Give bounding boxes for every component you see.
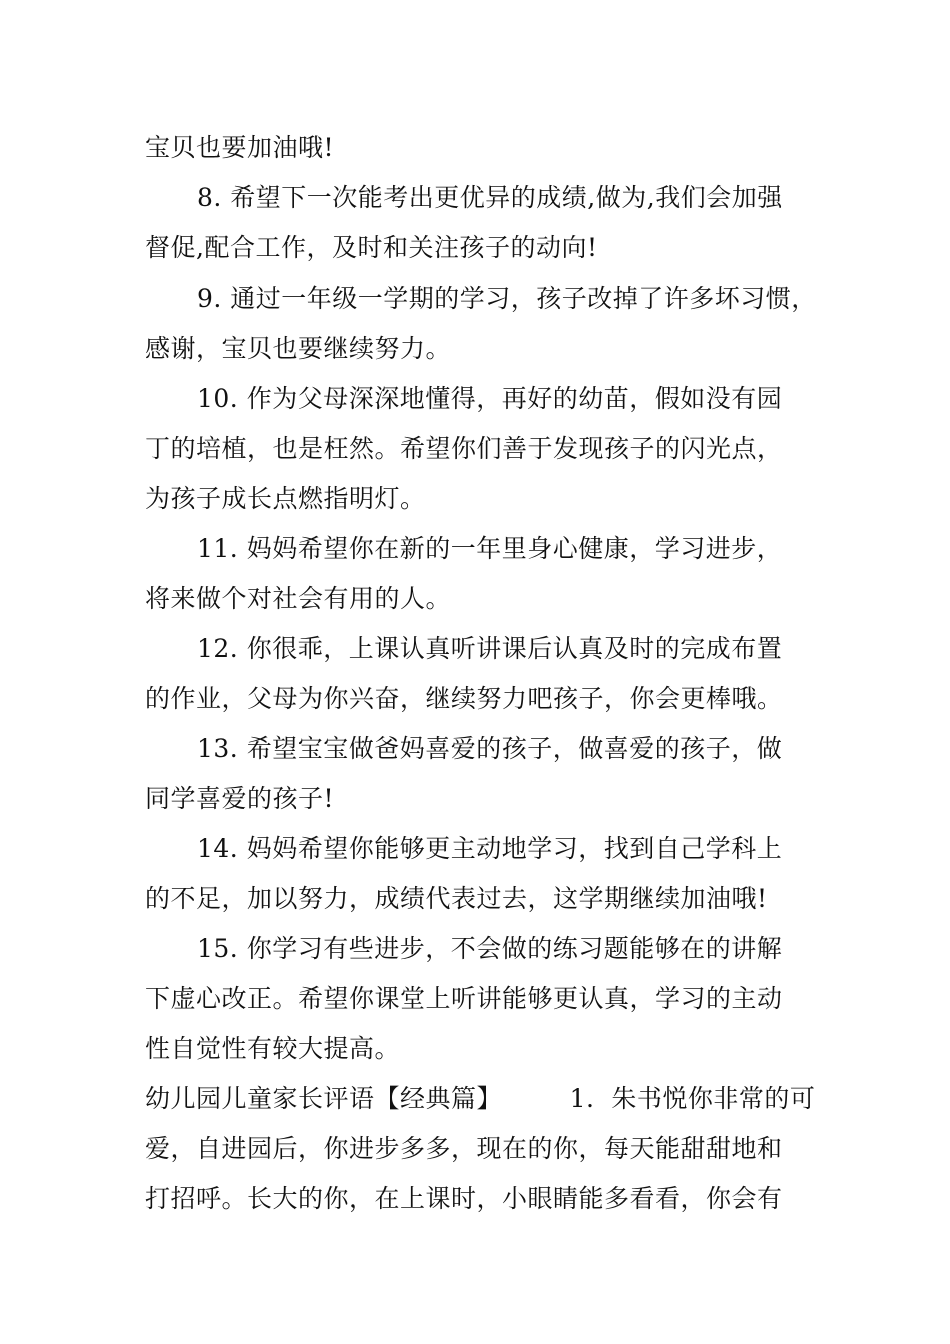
text-line: 丁的培植，也是枉然。希望你们善于发现孩子的闪光点， [145, 434, 783, 463]
text-line: 同学喜爱的孩子! [145, 784, 335, 813]
text-line: 12. 你很乖，上课认真听讲课后认真及时的完成布置 [197, 634, 783, 663]
text-line: 督促,配合工作，及时和关注孩子的动向! [145, 233, 598, 262]
text-line: 为孩子成长点燃指明灯。 [145, 484, 426, 513]
text-line: 将来做个对社会有用的人。 [145, 584, 452, 613]
text-line: 11. 妈妈希望你在新的一年里身心健康，学习进步， [197, 534, 783, 563]
text-line: 的不足，加以努力，成绩代表过去，这学期继续加油哦! [145, 884, 768, 913]
text-line: 的作业，父母为你兴奋，继续努力吧孩子，你会更棒哦。 [145, 684, 783, 713]
text-line: 宝贝也要加油哦! [145, 133, 335, 162]
text-line: 13. 希望宝宝做爸妈喜爱的孩子，做喜爱的孩子，做 [197, 734, 783, 763]
text-line: 10. 作为父母深深地懂得，再好的幼苗，假如没有园 [197, 384, 783, 413]
text-line: 爱，自进园后，你进步多多，现在的你，每天能甜甜地和 [145, 1134, 783, 1163]
text-line: 9. 通过一年级一学期的学习，孩子改掉了许多坏习惯， [197, 284, 817, 313]
text-line: 8. 希望下一次能考出更优异的成绩,做为,我们会加强 [197, 183, 783, 212]
text-line: 性自觉性有较大提高。 [145, 1034, 401, 1063]
text-line: 下虚心改正。希望你课堂上听讲能够更认真，学习的主动 [145, 984, 783, 1013]
section-heading-line: 幼儿园儿童家长评语【经典篇】 1. 朱书悦你非常的可 [145, 1084, 816, 1113]
text-line: 感谢，宝贝也要继续努力。 [145, 334, 452, 363]
text-line: 15. 你学习有些进步，不会做的练习题能够在的讲解 [197, 934, 783, 963]
text-line: 14. 妈妈希望你能够更主动地学习，找到自己学科上 [197, 834, 783, 863]
text-line: 打招呼。长大的你，在上课时，小眼睛能多看看，你会有 [145, 1184, 783, 1213]
